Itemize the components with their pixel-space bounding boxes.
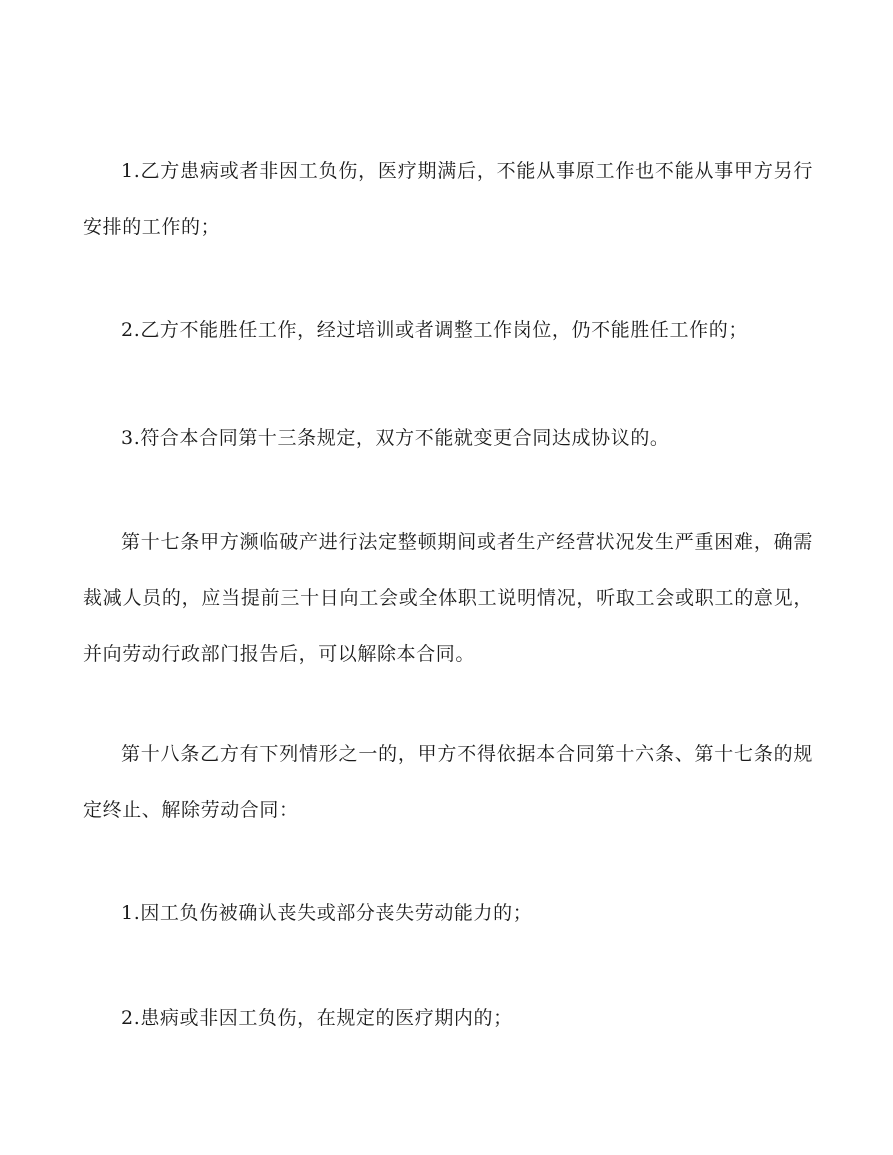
paragraph-clause-1-illness: 1.乙方患病或者非因工负伤，医疗期满后，不能从事原工作也不能从事甲方另行安排的工作的；: [83, 160, 813, 238]
paragraph-article-18-item-2: 2.患病或非因工负伤，在规定的医疗期内的；: [121, 1007, 513, 1029]
paragraph-clause-3-article-13: 3.符合本合同第十三条规定，双方不能就变更合同达成协议的。: [121, 427, 670, 449]
paragraph-article-18: 第十八条乙方有下列情形之一的，甲方不得依据本合同第十六条、第十七条的规定终止、解除劳动合同：: [83, 743, 813, 821]
paragraph-article-17: 第十七条甲方濒临破产进行法定整顿期间或者生产经营状况发生严重困难，确需裁减人员的，应当提前三十日向工会或全体职工说明情况，听取工会或职工的意见，并向劳动行政部门报告后，可以解除本合同。: [83, 531, 813, 665]
paragraph-clause-2-incompetence: 2.乙方不能胜任工作，经过培训或者调整工作岗位，仍不能胜任工作的；: [121, 319, 748, 341]
paragraph-article-18-item-1: 1.因工负伤被确认丧失或部分丧失劳动能力的；: [121, 902, 533, 924]
